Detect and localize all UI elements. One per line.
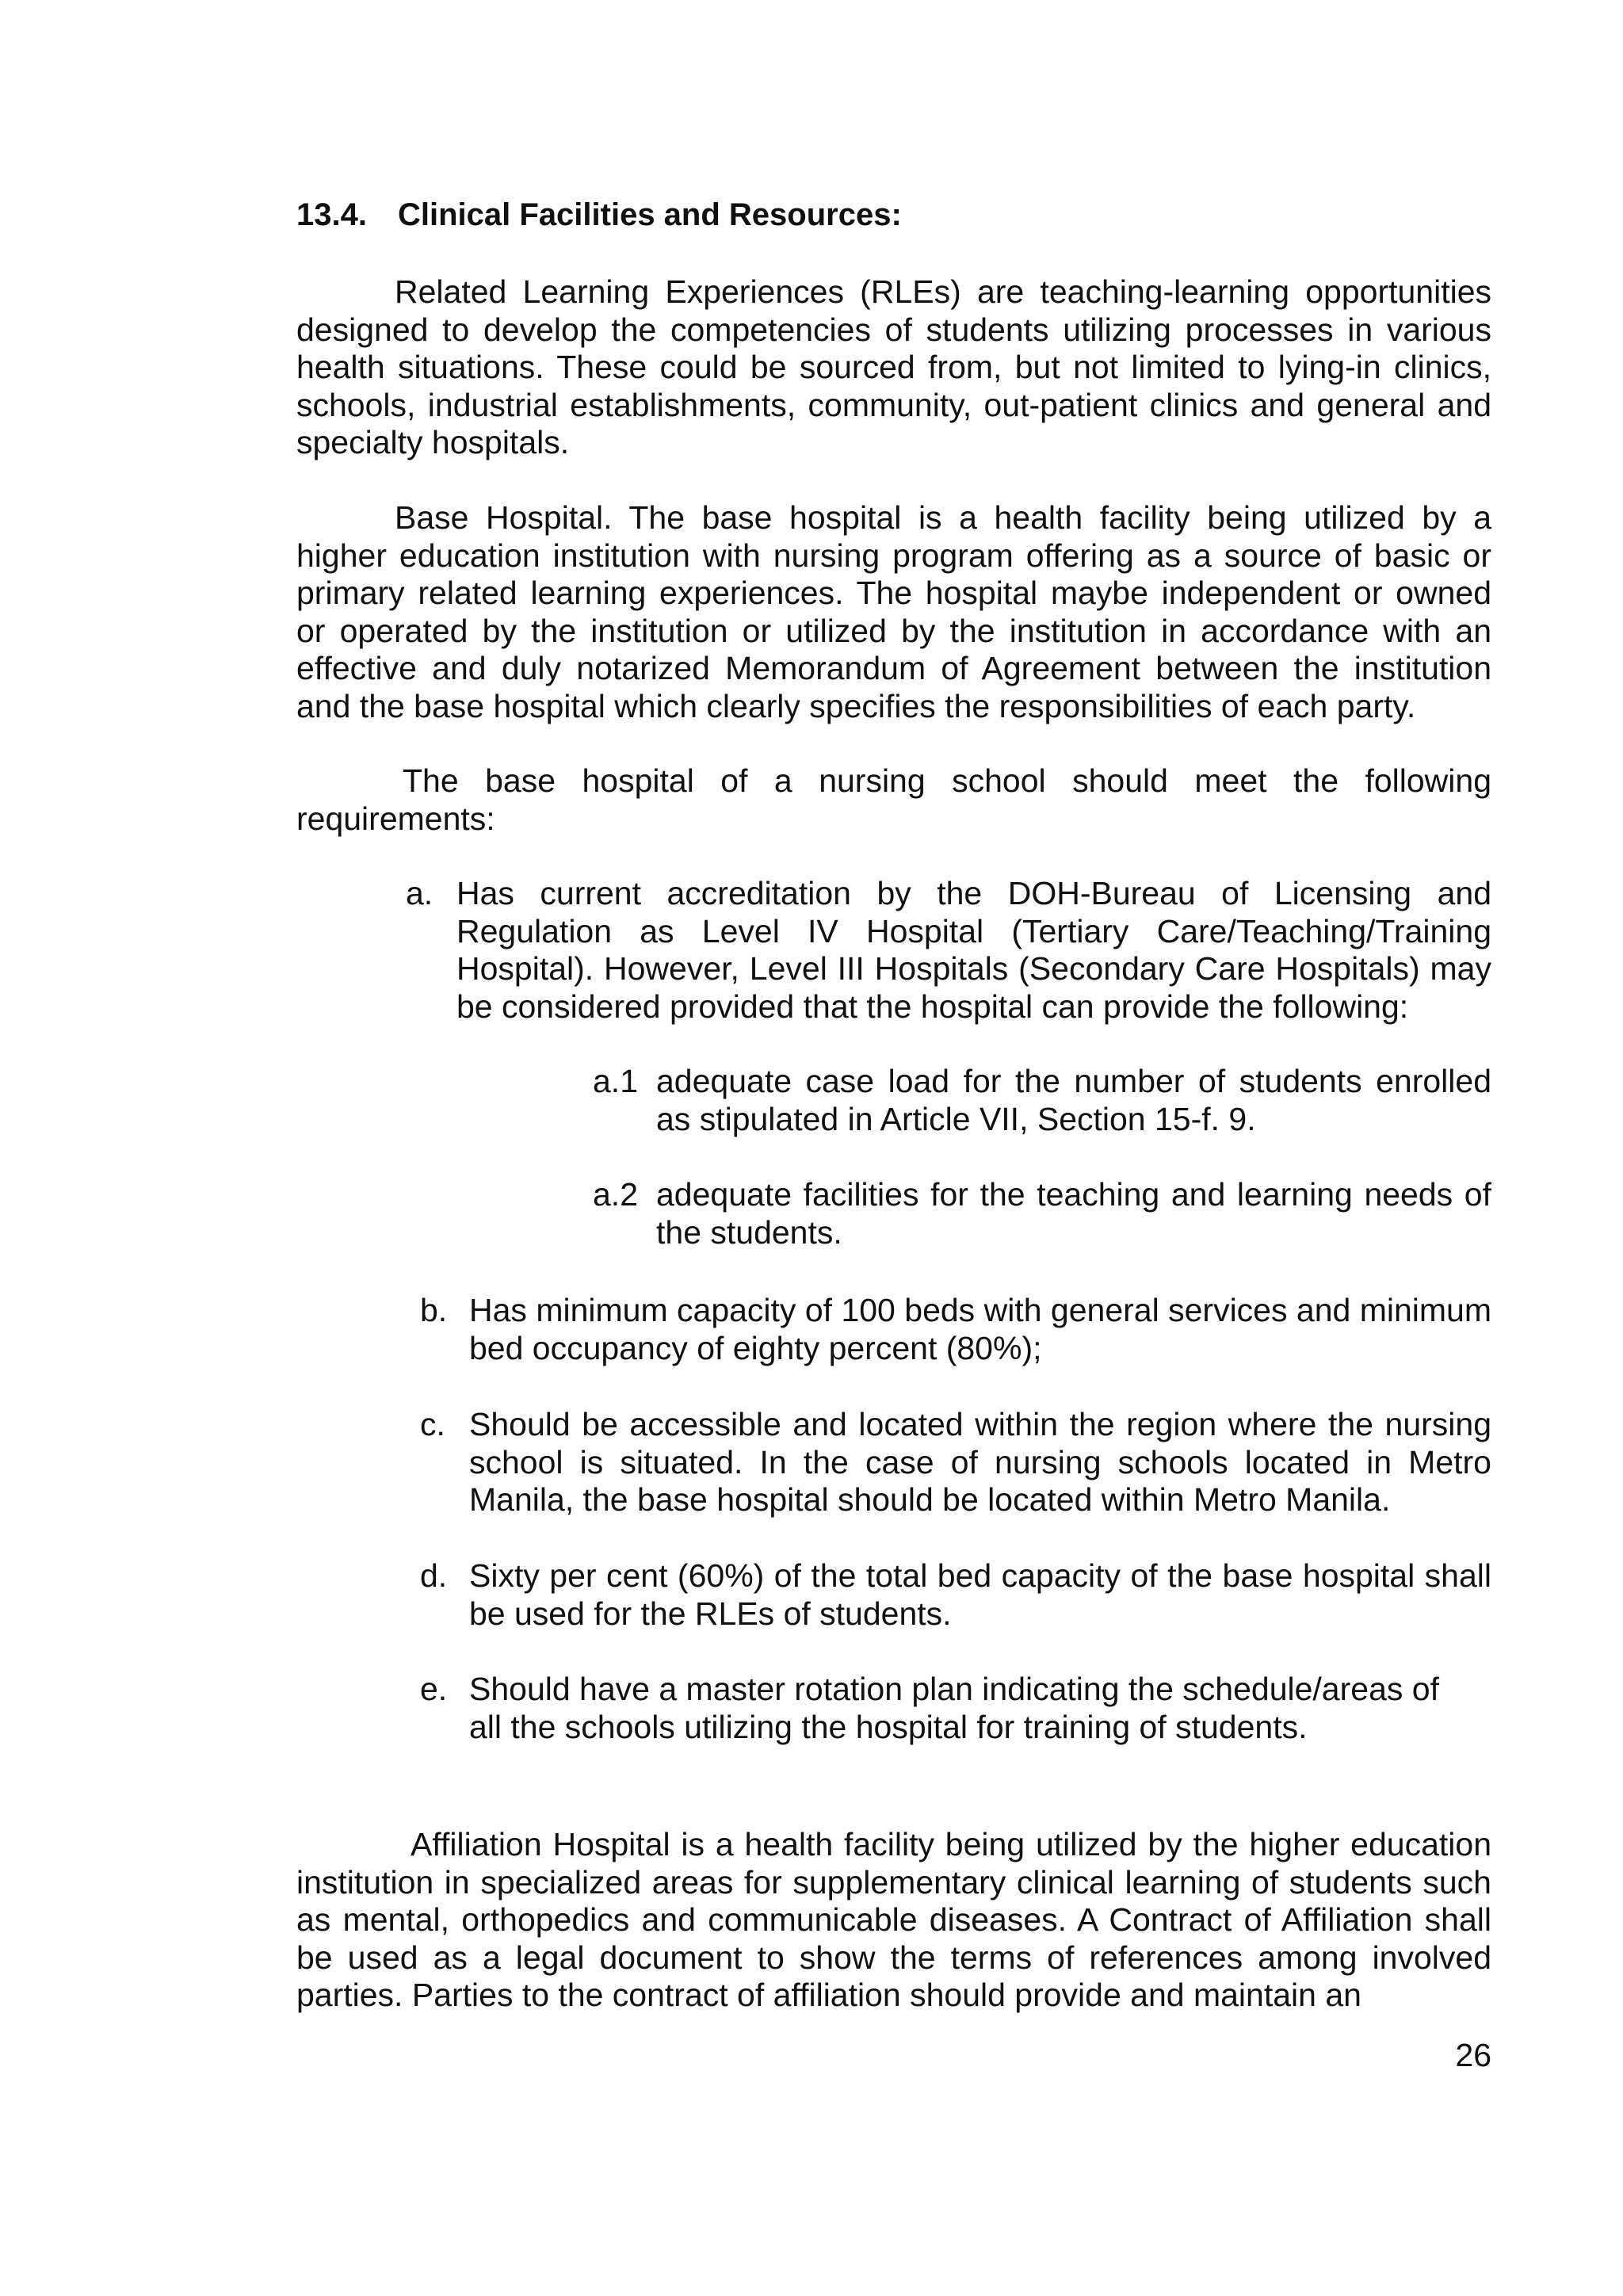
- requirement-a1: [593, 1063, 1491, 1138]
- requirement-a: [406, 875, 1491, 1026]
- requirement-e-text: Should have a master rotation plan indicating the schedule/areas of all the schools utilizing the hospital for training of students.: [469, 1671, 1439, 1745]
- requirement-c: [420, 1406, 1491, 1519]
- requirement-d-marker: d.: [420, 1557, 448, 1594]
- paragraph-affiliation: [296, 1826, 1491, 2015]
- requirement-a-marker: a.: [406, 875, 433, 911]
- requirement-b-marker: b.: [420, 1292, 448, 1328]
- page-number: 26: [1455, 2037, 1491, 2073]
- requirement-c-marker: c.: [420, 1406, 445, 1442]
- paragraph-rle-text: Related Learning Experiences (RLEs) are teaching-learning opportunities designed to develop the competencies of students utilizing processes in various health situations. These could be sourced from, but not limited to lying-in clinics, schools, industrial establishments, community, out-patient clinics and general and specialty hospitals.: [296, 273, 1491, 460]
- requirement-a-text: Has current accreditation by the DOH-Bureau of Licensing and Regulation as Level IV Hospital (Tertiary Care/Teaching/Training Hospital). However, Level III Hospitals (Secondary Care Hospitals) may be considered provided that the hospital can provide the following:: [456, 875, 1491, 1025]
- paragraph-rle: [296, 273, 1491, 462]
- section-title: Clinical Facilities and Resources:: [398, 197, 902, 232]
- paragraph-affiliation-text: Affiliation Hospital is a health facility being utilized by the higher education institution in specialized areas for supplementary clinical learning of students such as mental, orthopedics and communicable diseases. A Contract of Affiliation shall be used as a legal document to show the terms of references among involved parties. Parties to the contract of affiliation should provide and maintain an: [296, 1826, 1491, 2013]
- requirement-a2-marker: a.2: [593, 1176, 638, 1213]
- requirement-e-marker: e.: [420, 1671, 448, 1707]
- requirement-a1-text: adequate case load for the number of students enrolled as stipulated in Article VII, Section 15-f. 9.: [656, 1063, 1491, 1137]
- requirement-b: [420, 1292, 1491, 1367]
- requirement-a2-text: adequate facilities for the teaching and learning needs of the students.: [656, 1176, 1491, 1251]
- requirement-c-text: Should be accessible and located within the region where the nursing school is situated. In the case of nursing schools located in Metro Manila, the base hospital should be located within Metro Manila.: [469, 1406, 1491, 1518]
- requirement-a1-marker: a.1: [593, 1063, 638, 1099]
- paragraph-base-hospital-text: Base Hospital. The base hospital is a health facility being utilized by a higher education institution with nursing program offering as a source of basic or primary related learning experiences. The hospital maybe independent or owned or operated by the institution or utilized by the institution in accordance with an effective and duly notarized Memorandum of Agreement between the institution and the base hospital which clearly specifies the responsibilities of each party.: [296, 499, 1491, 724]
- requirement-e: [420, 1671, 1468, 1746]
- requirement-d-text: Sixty per cent (60%) of the total bed capacity of the base hospital shall be used for the RLEs of students.: [469, 1557, 1491, 1632]
- paragraph-requirements-intro-text: The base hospital of a nursing school should meet the following requirements:: [296, 762, 1491, 837]
- paragraph-requirements-intro: [296, 762, 1491, 838]
- section-number: 13.4.: [296, 197, 367, 232]
- requirement-b-text: Has minimum capacity of 100 beds with general services and minimum bed occupancy of eighty percent (80%);: [469, 1292, 1491, 1366]
- section-heading: [296, 197, 902, 234]
- requirement-d: [420, 1557, 1491, 1633]
- paragraph-base-hospital: [296, 499, 1491, 725]
- requirement-a2: [593, 1176, 1491, 1251]
